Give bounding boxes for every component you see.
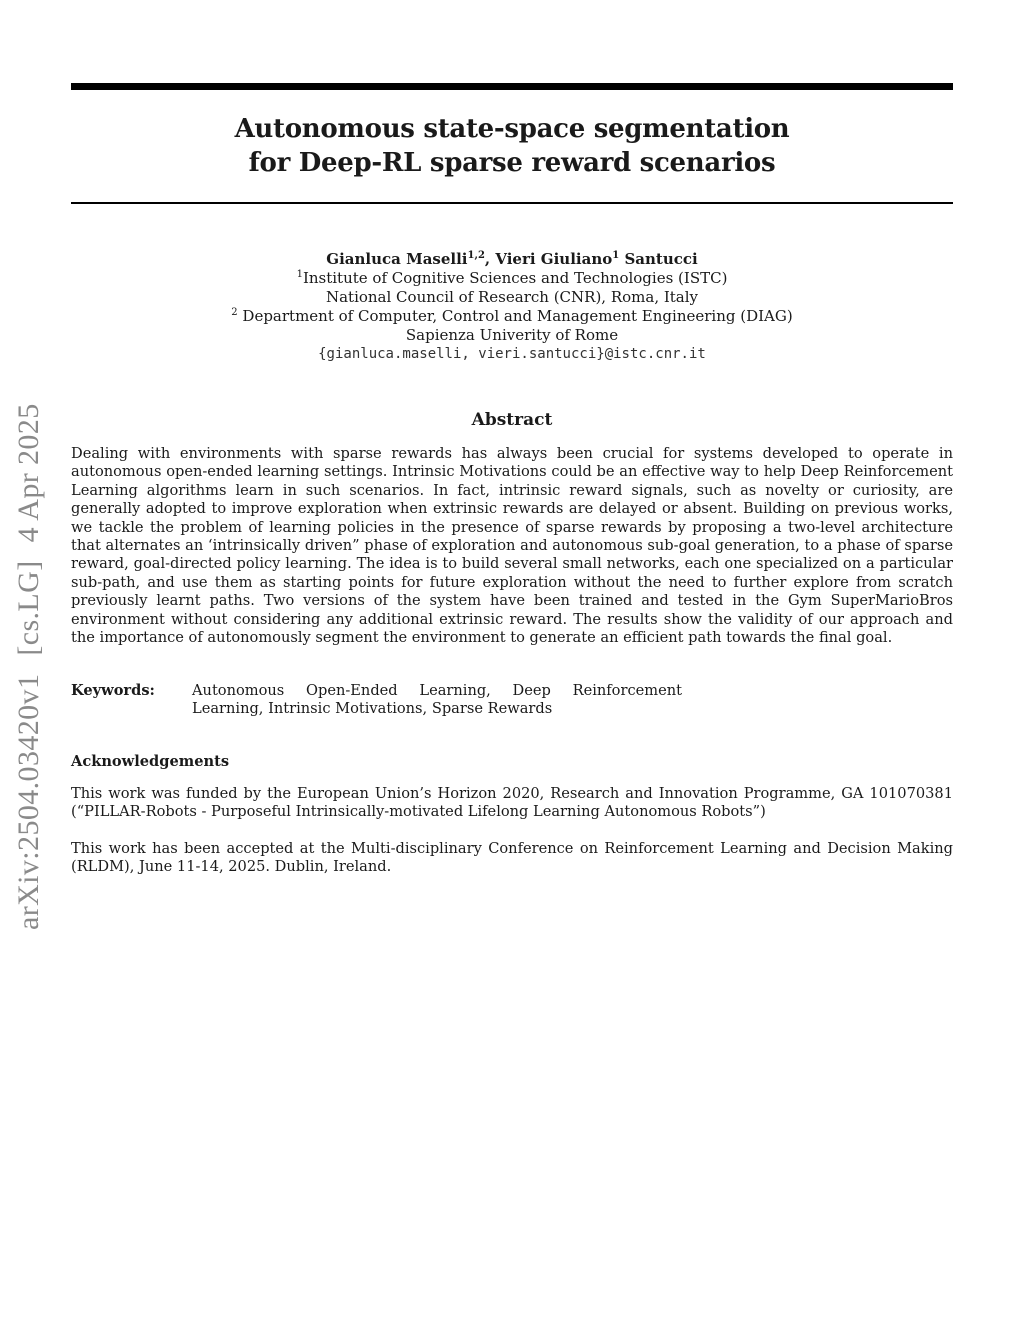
affiliation-2-line-2: Sapienza Univerity of Rome xyxy=(405,326,619,344)
affiliation-1-line-2: National Council of Research (CNR), Roma, Italy xyxy=(325,288,699,306)
acknowledgements-paragraph-2: This work has been accepted at the Multi-disciplinary Conference on Reinforcement Learning and Decision Making (RLDM), June 11-14, 2025. Dublin, Ireland. xyxy=(71,840,953,876)
affiliation-2-sup: 2 xyxy=(231,307,238,318)
author-2-name: Vieri Giuliano xyxy=(495,250,613,268)
keywords-text: Autonomous Open-Ended Learning, Deep Reinforcement Learning, Intrinsic Motivations, Sparse Rewards xyxy=(192,682,682,718)
top-rule xyxy=(71,83,953,90)
acknowledgements-paragraph-1: This work was funded by the European Union’s Horizon 2020, Research and Innovation Programme, GA 101070381 (“PILLAR-Robots - Purposeful Intrinsically-motivated Lifelong Learning Autonomous Robots”) xyxy=(71,785,953,821)
affiliation-2-text: Department of Computer, Control and Management Engineering (DIAG) xyxy=(242,307,793,325)
affiliation-1-line-1 xyxy=(71,269,953,288)
arxiv-date: 4 Apr 2025 xyxy=(12,403,45,543)
author-1-sup: 1,2 xyxy=(467,250,485,261)
abstract-heading: Abstract xyxy=(471,410,553,430)
title-line-2: for Deep-RL sparse reward scenarios xyxy=(248,148,776,178)
arxiv-sidebar-stamp xyxy=(12,385,46,930)
author-2-sup: 1 xyxy=(612,250,620,261)
affiliation-1-sup: 1 xyxy=(296,269,303,280)
keywords-label: Keywords: xyxy=(71,682,155,699)
arxiv-category: [cs.LG] xyxy=(12,560,45,656)
author-names: Gianluca Maselli$^{1,2}$, Vieri Giuliano$^1$ Santucci xyxy=(326,250,698,268)
paper-title xyxy=(71,112,953,180)
author-2-last: Santucci xyxy=(624,250,698,268)
title-line-1: Autonomous state-space segmentation xyxy=(234,114,790,144)
author-email: {gianluca.maselli, vieri.santucci}@istc.cnr.it xyxy=(318,346,706,362)
title-rule xyxy=(71,202,953,204)
arxiv-id: arXiv:2504.03420v1 xyxy=(12,673,45,930)
abstract-text: Dealing with environments with sparse rewards has always been crucial for systems developed to operate in autonomous open-ended learning settings. Intrinsic Motivations could be an effective way to help Deep Reinforcement Learning algorithms learn in such scenarios. In fact, intrinsic reward signals, such as novelty or curiosity, are generally adopted to improve exploration when extrinsic rewards are delayed or absent. Building on previous works, we tackle the problem of learning policies in the presence of sparse rewards by proposing a two-level architecture that alternates an ‘intrinsically driven” phase of exploration and autonomous sub-goal generation, to a phase of sparse reward, goal-directed policy learning. The idea is to build several small networks, each one specialized on a particular sub-path, and use them as starting points for future exploration without the need to further explore from scratch previously learnt paths. Two versions of the system have been trained and tested in the Gym SuperMarioBros environment without considering any additional extrinsic reward. The results show the validity of our approach and the importance of autonomously segment the environment to generate an efficient path towards the final goal. xyxy=(71,445,953,647)
author-block xyxy=(71,250,953,364)
affiliation-2-line-1 xyxy=(71,307,953,326)
acknowledgements-heading: Acknowledgements xyxy=(71,753,230,770)
affiliation-1-text: Institute of Cognitive Sciences and Technologies (ISTC) xyxy=(302,269,728,287)
author-1-name: Gianluca Maselli xyxy=(326,250,468,268)
